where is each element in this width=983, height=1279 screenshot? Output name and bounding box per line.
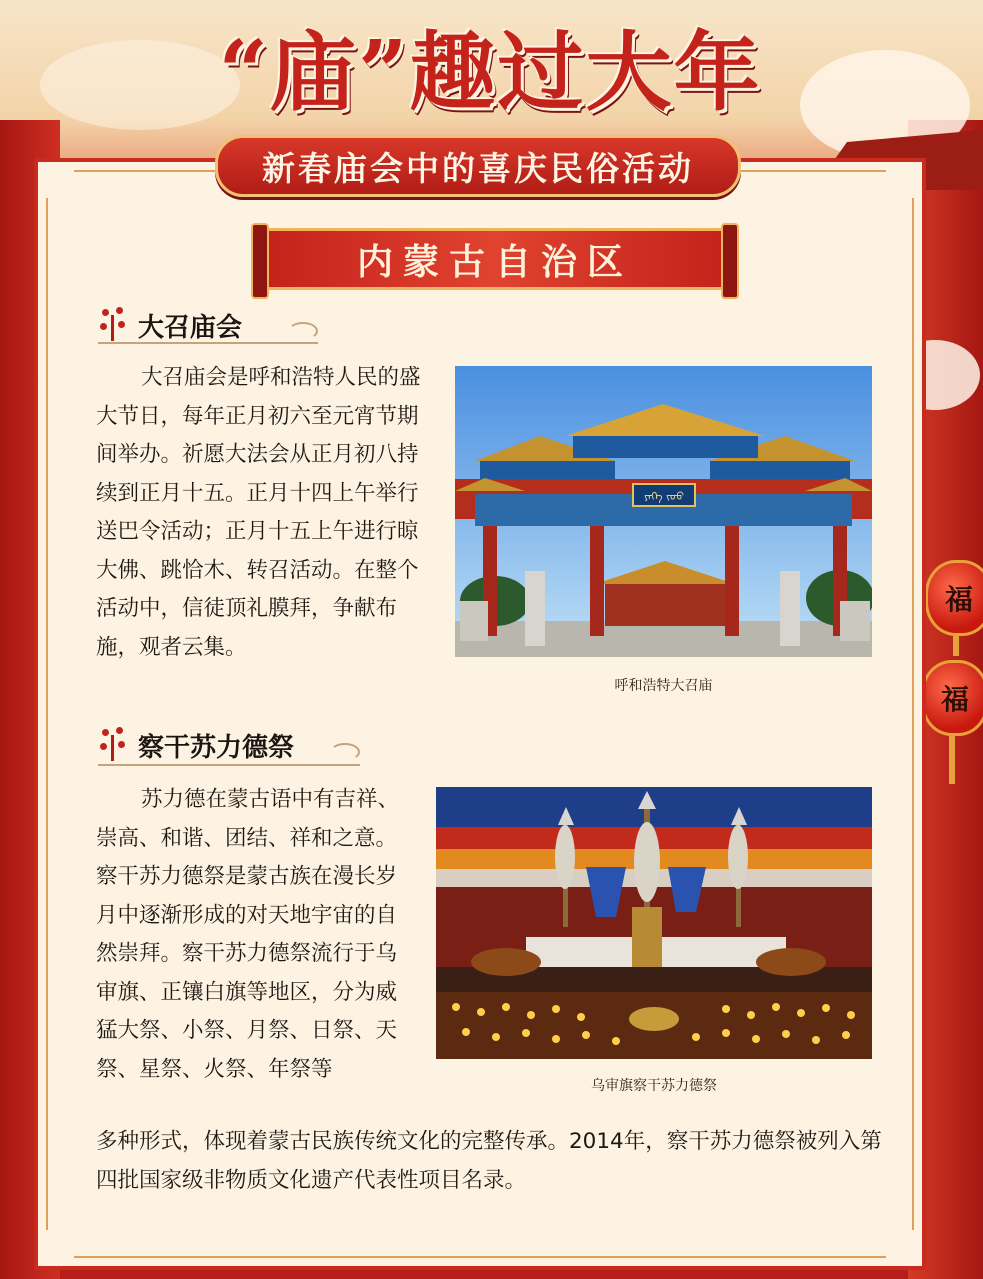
corner-ornament: [886, 158, 926, 198]
corner-ornament: [34, 1230, 74, 1270]
lantern-icon: 福: [925, 560, 983, 636]
lantern-tassel: [953, 636, 959, 656]
section-title: 察干苏力德祭: [138, 732, 295, 763]
page-title-wrap: [170, 10, 810, 123]
photo-caption: 呼和浩特大召庙: [614, 678, 713, 694]
section-title: 大召庙会: [138, 312, 243, 343]
lantern-tassel: [949, 736, 955, 784]
corner-ornament: [886, 1230, 926, 1270]
lantern-icon: 福: [921, 660, 983, 736]
plum-blossom-icon: [98, 727, 128, 763]
sulde-ceremony-illustration: [436, 787, 872, 1059]
plaque-text: ᠶᠡᠬᠡ ᠵᠤᠤ: [644, 490, 684, 503]
chagan-sulde-photo: [436, 787, 872, 1059]
corner-ornament: [34, 158, 74, 198]
dazhao-temple-photo: [455, 366, 872, 657]
section-paragraph: 大召庙会是呼和浩特人民的盛大节日，每年正月初六至元宵节期间举办。祈愿大法会从正月初八持续到正月十五。正月十四上午举行送巴令活动；正月十五上午进行晾大佛、跳恰木、转召活动。在整个活动中，信徒顶礼膜拜，争献布施，观者云集。: [96, 365, 421, 660]
region-label: 内蒙古自治区: [356, 240, 633, 283]
photo-caption: 乌审旗察干苏力德祭: [591, 1078, 717, 1094]
section-divider: [98, 764, 360, 766]
section-paragraph-continued: 多种形式，体现着蒙古民族传统文化的完整传承。2014年，察干苏力德祭被列入第四批国家级非物质文化遗产代表性项目名录。: [96, 1129, 882, 1193]
temple-gate-illustration: [455, 366, 872, 657]
page-title: “庙”趣过大年: [218, 22, 762, 123]
page-subtitle: 新春庙会中的喜庆民俗活动: [262, 148, 694, 188]
subtitle-banner: [215, 135, 741, 197]
section-heading-chagan: [98, 725, 294, 765]
cloud-swirl-ornament: [330, 743, 360, 761]
cloud-swirl-ornament: [288, 322, 318, 340]
region-banner: [265, 228, 725, 290]
plum-blossom-icon: [98, 307, 128, 343]
section-divider: [98, 342, 318, 344]
section-heading-dazhao: [98, 305, 242, 345]
section-paragraph: 苏力德在蒙古语中有吉祥、崇高、和谐、团结、祥和之意。察干苏力德祭是蒙古族在漫长岁月中逐渐形成的对天地宇宙的自然崇拜。察干苏力德祭流行于乌审旗、正镶白旗等地区，分为威猛大祭、小祭、月祭、日祭、天祭、星祭、火祭、年祭等: [96, 787, 400, 1082]
